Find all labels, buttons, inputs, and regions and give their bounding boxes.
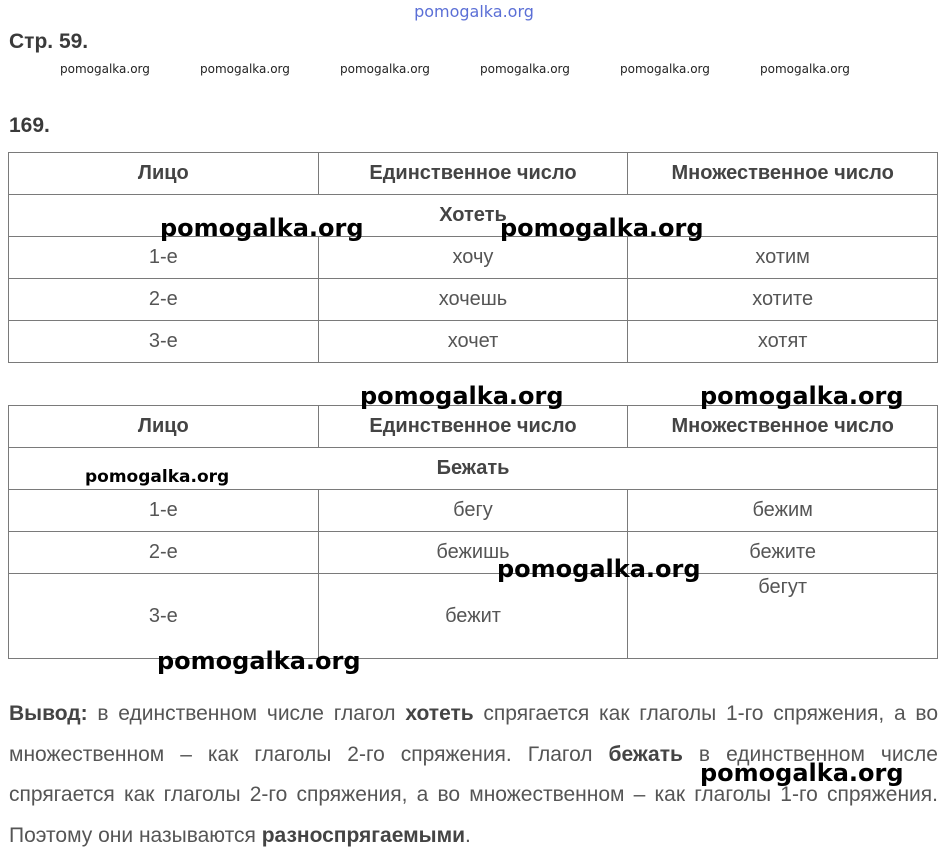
watermark: pomogalka.org [200,62,290,76]
plural-cell: бежим [628,490,938,532]
watermark: pomogalka.org [160,214,364,242]
column-header: Множественное число [628,406,938,448]
conjugation-table-hotet [8,152,938,363]
watermark: pomogalka.org [497,555,701,583]
conclusion-text-part: спрягается как глаголы 1-го спряжения, а во множественном – как глаголы 2-го спряжения. Глагол [9,702,939,766]
column-header: Лицо [9,406,319,448]
person-cell: 2-е [9,279,319,321]
plural-cell: хотите [628,279,938,321]
person-cell: 3-е [9,321,319,363]
table-row [9,237,938,279]
watermark: pomogalka.org [480,62,570,76]
singular-cell: хочет [318,321,628,363]
singular-cell: бегу [318,490,628,532]
plural-cell: хотят [628,321,938,363]
watermark: pomogalka.org [700,382,904,410]
verb-highlight: бежать [608,742,683,766]
plural-cell: хотим [628,237,938,279]
watermark: pomogalka.org [157,647,361,675]
table-header-row [9,406,938,448]
person-cell: 3-е [9,574,319,659]
conclusion-label: Вывод: [9,702,88,725]
column-header: Единственное число [318,406,628,448]
task-number: 169. [9,114,50,137]
column-header: Множественное число [628,153,938,195]
watermark: pomogalka.org [85,467,230,487]
watermark: pomogalka.org [60,62,150,76]
watermark: pomogalka.org [620,62,710,76]
verb-title: Бежать [9,448,938,490]
singular-cell: бежишь [318,532,628,574]
table-row [9,574,938,659]
verb-row [9,195,938,237]
column-header: Лицо [9,153,319,195]
watermark: pomogalka.org [500,214,704,242]
watermark: pomogalka.org [340,62,430,76]
table-row [9,532,938,574]
person-cell: 1-е [9,237,319,279]
conclusion-text-part: в единственном числе спрягается как глаголы 2-го спряжения, а во множественном – как глаголы 1-го спряжения. Поэтому они называются [9,742,938,847]
conjugation-table-bezhat [8,405,938,659]
term-highlight: разноспрягаемыми [261,823,466,847]
singular-cell: хочу [318,237,628,279]
singular-cell: бежит [318,574,628,659]
watermark: pomogalka.org [700,759,904,787]
watermark: pomogalka.org [760,62,850,76]
plural-cell: бегут [628,574,938,659]
conclusion-text-part: . [465,823,471,847]
person-cell: 2-е [9,532,319,574]
column-header: Единственное число [318,153,628,195]
table-row [9,490,938,532]
verb-title: Хотеть [9,195,938,237]
watermark: pomogalka.org [360,382,564,410]
plural-cell: бежите [628,532,938,574]
watermark-row [60,62,900,76]
page-number: Стр. 59. [9,30,89,53]
table-row [9,321,938,363]
conclusion-text-part: в единственном числе глагол [87,702,406,725]
top-watermark: pomogalka.org [414,2,534,21]
person-cell: 1-е [9,490,319,532]
table-row [9,279,938,321]
table-header-row [9,153,938,195]
singular-cell: хочешь [318,279,628,321]
verb-highlight: хотеть [405,702,474,725]
